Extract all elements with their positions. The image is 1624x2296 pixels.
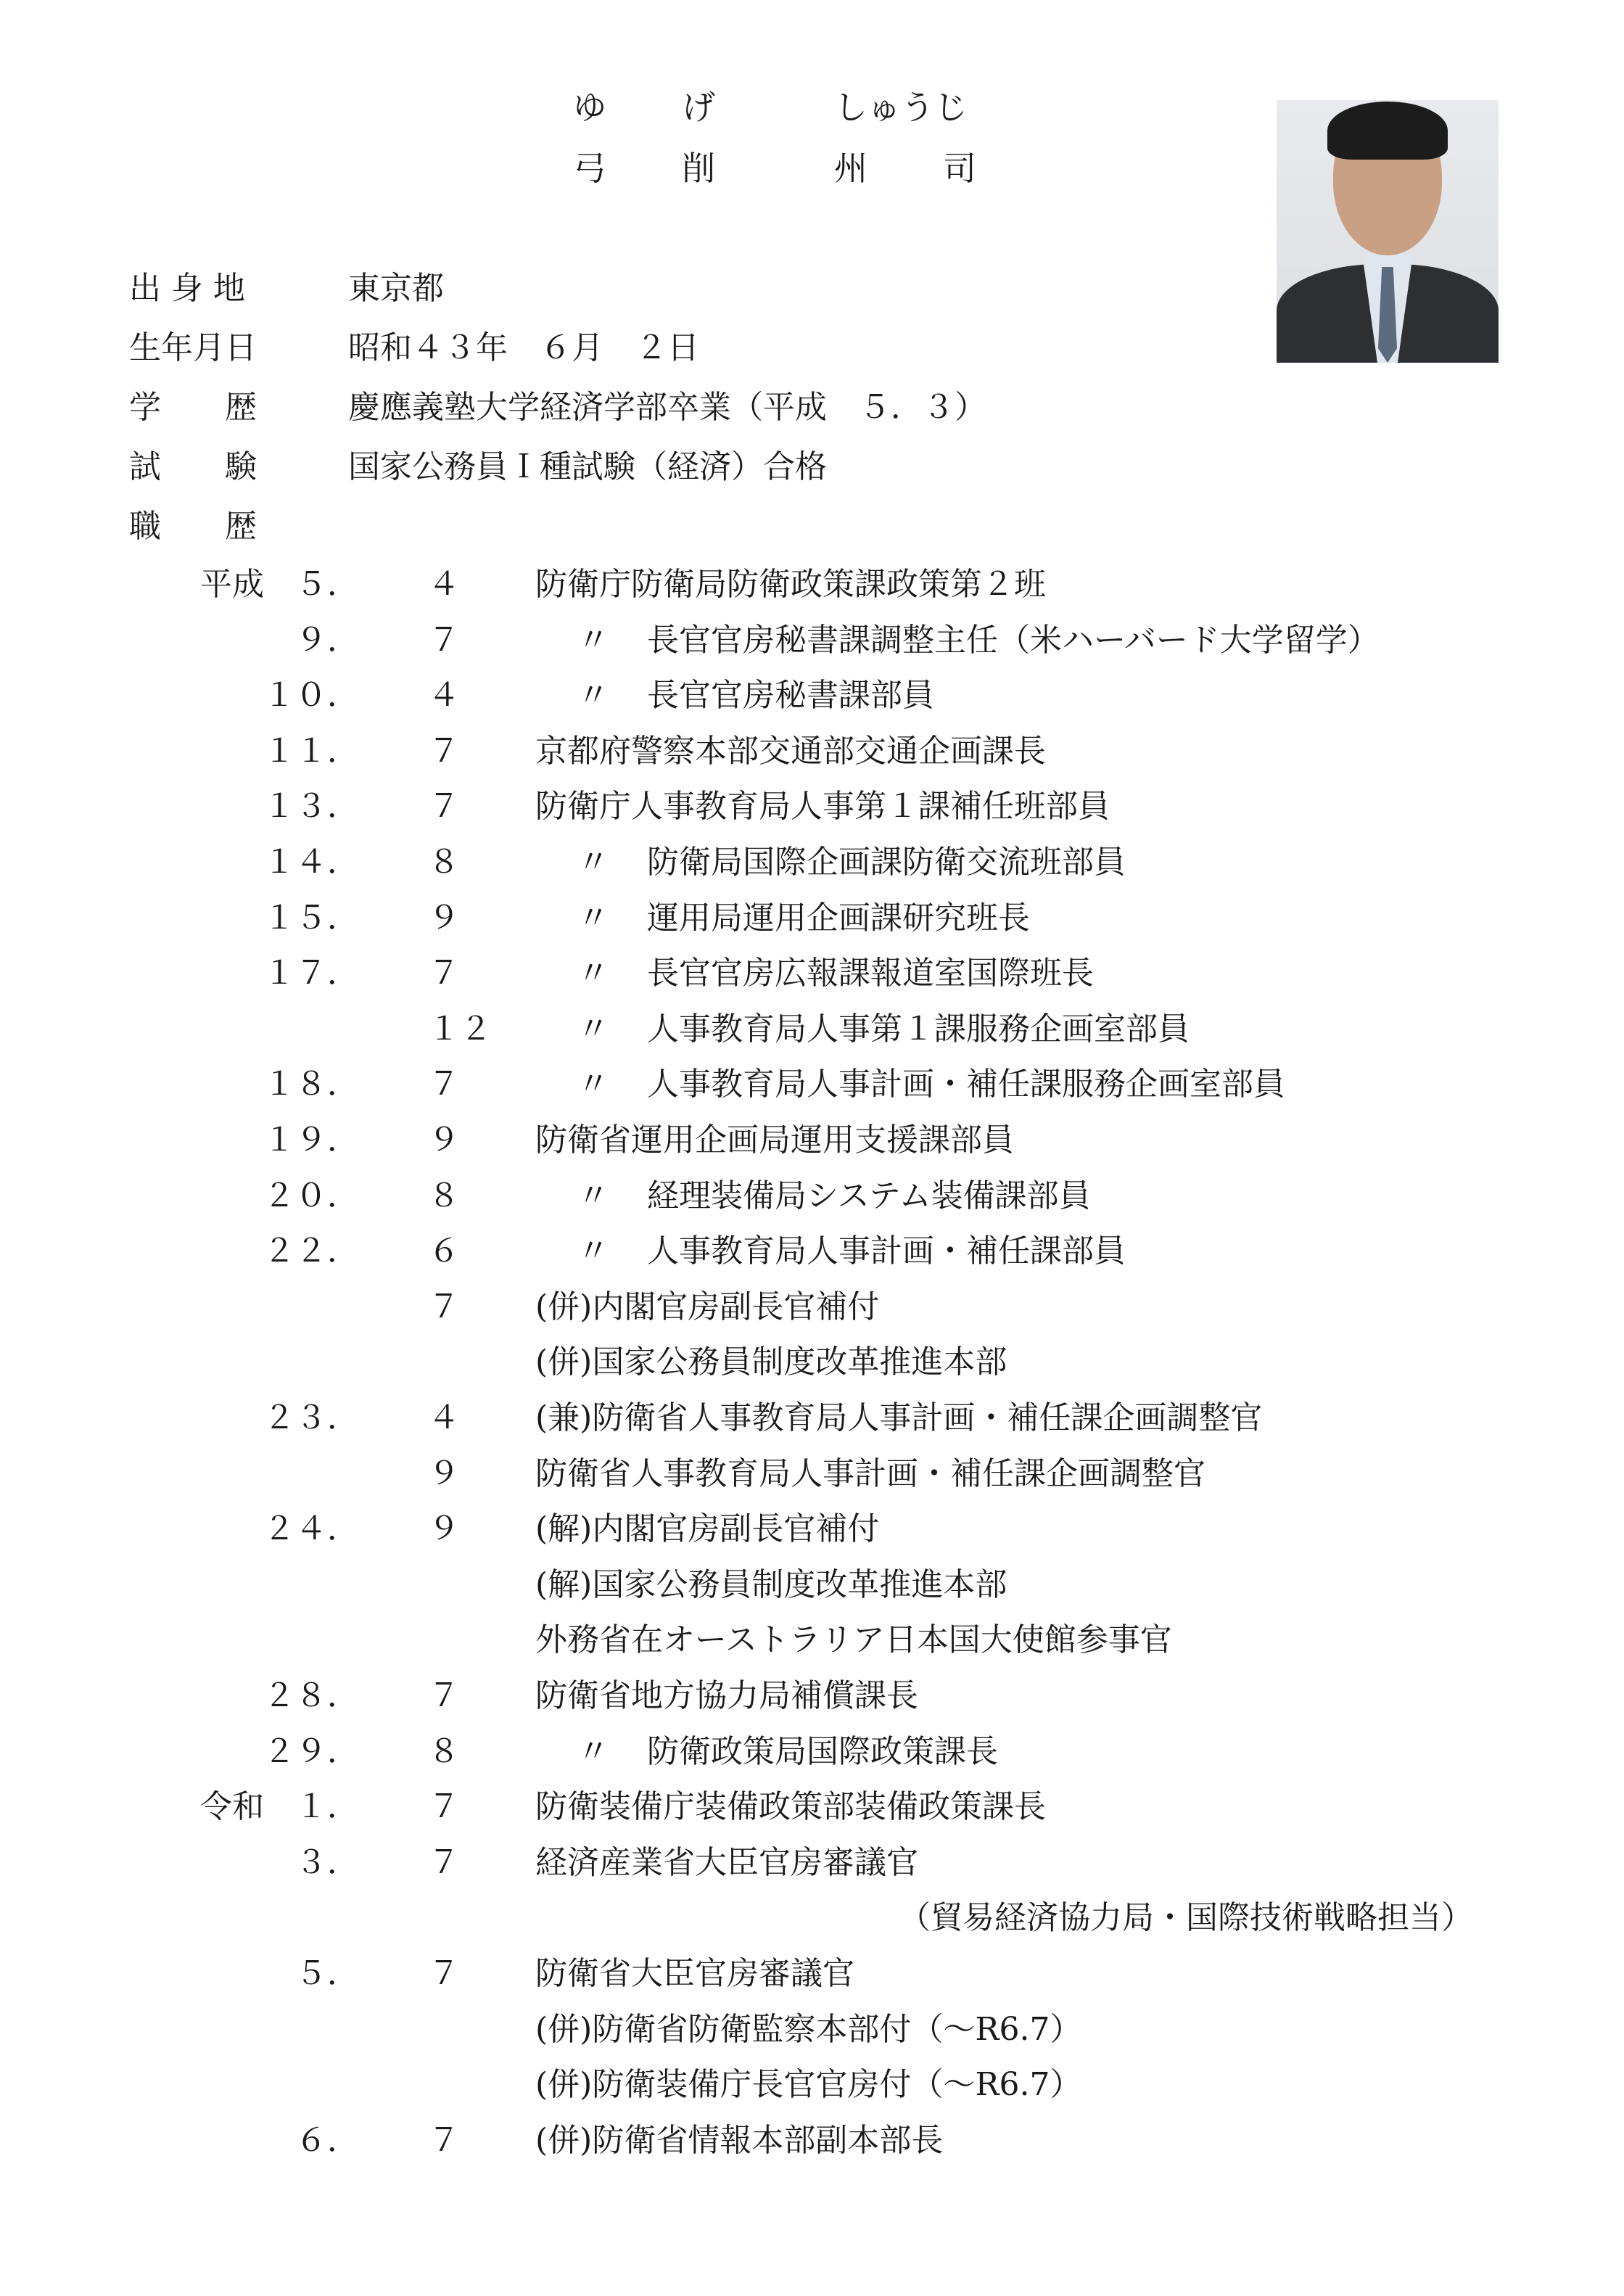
career-era: 平成 bbox=[200, 566, 264, 603]
career-year: ５． bbox=[295, 566, 359, 603]
career-description: (解)国家公務員制度改革推進本部 bbox=[535, 1565, 1007, 1603]
kana-surname-1: ゆ bbox=[573, 88, 606, 127]
career-year: １３． bbox=[263, 788, 359, 826]
ditto-mark: 〃 bbox=[577, 899, 609, 937]
career-description: 防衛庁防衛局防衛政策課政策第２班 bbox=[535, 566, 1046, 603]
career-row bbox=[0, 1668, 1624, 1724]
career-description: (併)防衛省情報本部副本部長 bbox=[535, 2121, 944, 2159]
ditto-mark: 〃 bbox=[577, 1177, 609, 1214]
career-row bbox=[0, 1169, 1624, 1224]
career-year: １５． bbox=[263, 899, 359, 937]
career-description: 長官官房秘書課部員 bbox=[647, 677, 934, 715]
career-description: 外務省在オーストラリア日本国大使館参事官 bbox=[535, 1621, 1172, 1659]
career-month: ７ bbox=[428, 1066, 460, 1103]
career-description: (併)防衛装備庁長官官房付（～R6.7） bbox=[535, 2066, 1082, 2104]
info-value: 昭和４３年 ６月 ２日 bbox=[348, 329, 699, 366]
info-label: 出 身 地 bbox=[129, 270, 245, 307]
career-month: ７ bbox=[428, 1843, 460, 1881]
career-month: ８ bbox=[428, 844, 460, 881]
career-year: ２９． bbox=[263, 1732, 359, 1770]
surname-char-2: 削 bbox=[682, 149, 715, 188]
career-month: ７ bbox=[428, 788, 460, 826]
career-month: ７ bbox=[428, 621, 460, 659]
career-description: 経済産業省大臣官房審議官 bbox=[535, 1843, 918, 1881]
info-row-birthplace bbox=[0, 260, 1624, 318]
career-year: ９． bbox=[295, 621, 359, 659]
career-row bbox=[0, 1835, 1624, 1890]
career-year: １． bbox=[295, 1788, 359, 1826]
info-row-education bbox=[0, 379, 1624, 437]
ditto-mark: 〃 bbox=[577, 677, 609, 715]
career-row bbox=[0, 1280, 1624, 1335]
career-month: ９ bbox=[428, 1510, 460, 1548]
career-year: ２２． bbox=[263, 1233, 359, 1270]
career-description: (併)防衛省防衛監察本部付（～R6.7） bbox=[535, 2010, 1082, 2048]
career-row bbox=[0, 891, 1624, 946]
career-row bbox=[0, 1613, 1624, 1668]
career-description: 長官官房広報課報道室国際班長 bbox=[647, 955, 1094, 992]
career-row bbox=[0, 2057, 1624, 2112]
career-row bbox=[0, 1447, 1624, 1502]
career-era: 令和 bbox=[200, 1788, 264, 1826]
career-row bbox=[0, 1002, 1624, 1057]
career-description: 防衛省地方協力局補償課長 bbox=[535, 1677, 918, 1714]
info-row-birthdate bbox=[0, 319, 1624, 377]
career-month: ７ bbox=[428, 1788, 460, 1826]
career-description: 京都府警察本部交通部交通企画課長 bbox=[535, 732, 1046, 770]
career-description: 人事教育局人事第１課服務企画室部員 bbox=[647, 1010, 1190, 1048]
career-row bbox=[0, 1224, 1624, 1279]
career-description: (兼)防衛省人事教育局人事計画・補任課企画調整官 bbox=[535, 1399, 1263, 1436]
career-description: 防衛省大臣官房審議官 bbox=[535, 1955, 854, 1992]
ditto-mark: 〃 bbox=[577, 1233, 609, 1270]
ditto-mark: 〃 bbox=[577, 844, 609, 881]
career-year: １０． bbox=[263, 677, 359, 715]
career-description: 人事教育局人事計画・補任課部員 bbox=[647, 1233, 1126, 1270]
career-month: ７ bbox=[428, 1288, 460, 1325]
career-row bbox=[0, 1335, 1624, 1390]
career-description: 防衛装備庁装備政策部装備政策課長 bbox=[535, 1788, 1046, 1826]
career-year: ２４． bbox=[263, 1510, 359, 1548]
career-row bbox=[0, 1558, 1624, 1613]
career-row bbox=[0, 613, 1624, 668]
career-description: (併)内閣官房副長官補付 bbox=[535, 1288, 880, 1325]
ditto-mark: 〃 bbox=[577, 1732, 609, 1770]
career-row bbox=[0, 724, 1624, 779]
career-month: ９ bbox=[428, 1454, 460, 1492]
career-description: 長官官房秘書課調整主任（米ハーバード大学留学） bbox=[647, 621, 1380, 659]
career-row bbox=[0, 668, 1624, 723]
surname-char-1: 弓 bbox=[573, 149, 606, 188]
career-year: ３． bbox=[295, 1843, 359, 1881]
career-year: １４． bbox=[263, 844, 359, 881]
career-month: ７ bbox=[428, 2121, 460, 2159]
ditto-mark: 〃 bbox=[577, 1010, 609, 1048]
career-row bbox=[0, 1113, 1624, 1168]
career-year: ２０． bbox=[263, 1177, 359, 1214]
career-year: ６． bbox=[295, 2121, 359, 2159]
ditto-mark: 〃 bbox=[577, 955, 609, 992]
given-name-char-2: 司 bbox=[943, 149, 976, 188]
career-year: ５． bbox=[295, 1955, 359, 1992]
info-row-exam bbox=[0, 438, 1624, 496]
career-year: １７． bbox=[263, 955, 359, 992]
ditto-mark: 〃 bbox=[577, 621, 609, 659]
given-name-char-1: 州 bbox=[834, 149, 867, 188]
career-row bbox=[0, 2113, 1624, 2168]
career-month: ７ bbox=[428, 1677, 460, 1714]
career-year: １９． bbox=[263, 1122, 359, 1159]
career-description: 防衛政策局国際政策課長 bbox=[647, 1732, 998, 1770]
career-month: ９ bbox=[428, 899, 460, 937]
career-month: ４ bbox=[428, 1399, 460, 1436]
info-value: 東京都 bbox=[348, 270, 444, 307]
career-month: ９ bbox=[428, 1122, 460, 1159]
career-month: ７ bbox=[428, 955, 460, 992]
career-row bbox=[0, 779, 1624, 834]
career-month: １２ bbox=[428, 1010, 492, 1048]
career-description: 防衛省人事教育局人事計画・補任課企画調整官 bbox=[535, 1454, 1205, 1492]
career-month: ８ bbox=[428, 1732, 460, 1770]
career-description: 防衛局国際企画課防衛交流班部員 bbox=[647, 844, 1126, 881]
career-year: １１． bbox=[263, 732, 359, 770]
career-description: （貿易経済協力局・国際技術戦略担当） bbox=[899, 1899, 1473, 1937]
career-row bbox=[0, 2002, 1624, 2057]
info-label: 学 歴 bbox=[129, 389, 257, 426]
career-row bbox=[0, 1779, 1624, 1835]
career-month: ４ bbox=[428, 566, 460, 603]
career-row bbox=[0, 1391, 1624, 1446]
career-row bbox=[0, 557, 1624, 612]
career-year: １８． bbox=[263, 1066, 359, 1103]
career-row bbox=[0, 835, 1624, 890]
career-month: ６ bbox=[428, 1233, 460, 1270]
career-row bbox=[0, 1946, 1624, 2001]
info-label: 職 歴 bbox=[129, 508, 257, 545]
career-description: 経理装備局システム装備課部員 bbox=[647, 1177, 1091, 1214]
info-value: 国家公務員Ｉ種試験（経済）合格 bbox=[348, 448, 827, 485]
info-label: 生年月日 bbox=[129, 329, 257, 366]
kana-surname-2: げ bbox=[682, 88, 715, 127]
kana-given-name: しゅうじ bbox=[834, 88, 968, 127]
career-year: ２８． bbox=[263, 1677, 359, 1714]
info-label: 試 験 bbox=[129, 448, 257, 485]
career-description: 運用局運用企画課研究班長 bbox=[647, 899, 1030, 937]
info-value: 慶應義塾大学経済学部卒業（平成 ５．３） bbox=[348, 389, 986, 426]
ditto-mark: 〃 bbox=[577, 1066, 609, 1103]
career-description: (解)内閣官房副長官補付 bbox=[535, 1510, 880, 1548]
career-description: 防衛庁人事教育局人事第１課補任班部員 bbox=[535, 788, 1110, 826]
career-month: ７ bbox=[428, 732, 460, 770]
career-description: 人事教育局人事計画・補任課服務企画室部員 bbox=[647, 1066, 1285, 1103]
career-month: ７ bbox=[428, 1955, 460, 1992]
career-row bbox=[0, 1057, 1624, 1112]
info-row-career-heading bbox=[0, 498, 1624, 556]
career-row bbox=[0, 946, 1624, 1001]
career-description: 防衛省運用企画局運用支援課部員 bbox=[535, 1122, 1014, 1159]
career-year: ２３． bbox=[263, 1399, 359, 1436]
career-row bbox=[0, 1724, 1624, 1779]
career-row bbox=[0, 1890, 1624, 1946]
career-month: ４ bbox=[428, 677, 460, 715]
career-month: ８ bbox=[428, 1177, 460, 1214]
portrait-hair bbox=[1327, 102, 1448, 160]
career-description: (併)国家公務員制度改革推進本部 bbox=[535, 1344, 1007, 1381]
career-row bbox=[0, 1502, 1624, 1557]
